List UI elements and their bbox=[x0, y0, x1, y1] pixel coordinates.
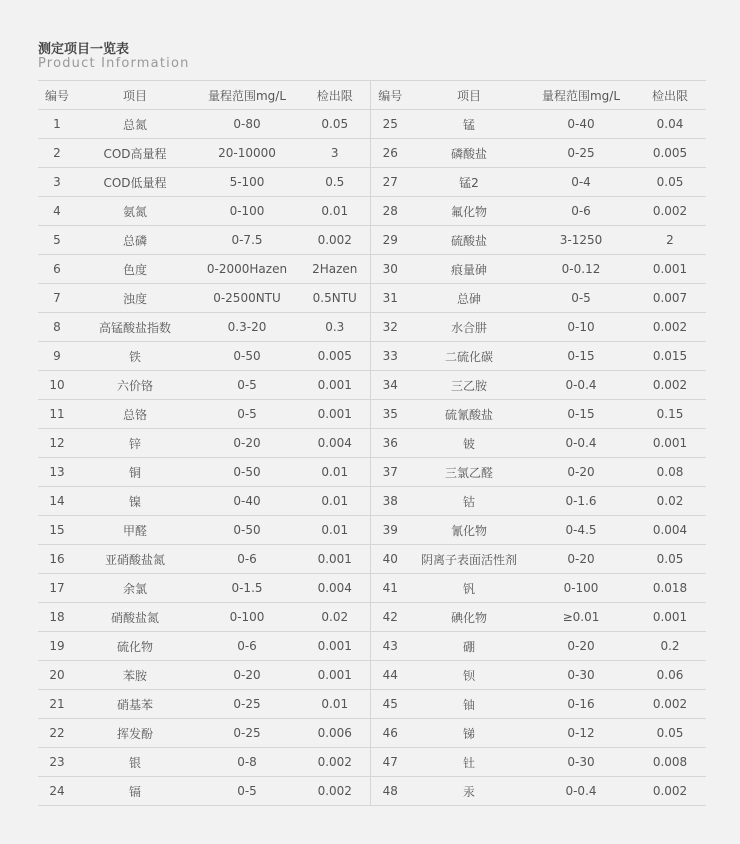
cell-number: 25 bbox=[370, 110, 410, 139]
cell-detection-limit: 0.002 bbox=[300, 226, 370, 255]
cell-range: 0-20 bbox=[194, 661, 300, 690]
cell-range: 20-10000 bbox=[194, 139, 300, 168]
cell-item: 余氯 bbox=[76, 574, 194, 603]
cell-item: 总砷 bbox=[410, 284, 528, 313]
cell-range: 0-25 bbox=[194, 719, 300, 748]
cell-range: 0-4 bbox=[528, 168, 634, 197]
cell-item: 水合肼 bbox=[410, 313, 528, 342]
cell-range: 0-20 bbox=[528, 632, 634, 661]
cell-range: 0-25 bbox=[194, 690, 300, 719]
cell-detection-limit: 0.01 bbox=[300, 516, 370, 545]
cell-detection-limit: 0.001 bbox=[300, 400, 370, 429]
cell-detection-limit: 0.002 bbox=[634, 313, 706, 342]
cell-range: 0-25 bbox=[528, 139, 634, 168]
header-range: 量程范围mg/L bbox=[528, 81, 634, 110]
cell-number: 6 bbox=[38, 255, 76, 284]
cell-detection-limit: 0.2 bbox=[634, 632, 706, 661]
cell-range: 0-15 bbox=[528, 400, 634, 429]
cell-detection-limit: 2 bbox=[634, 226, 706, 255]
cell-number: 32 bbox=[370, 313, 410, 342]
table-row bbox=[38, 342, 706, 371]
cell-number: 3 bbox=[38, 168, 76, 197]
cell-range: 0-40 bbox=[528, 110, 634, 139]
cell-detection-limit: 0.02 bbox=[634, 487, 706, 516]
cell-item: 总铬 bbox=[76, 400, 194, 429]
cell-number: 28 bbox=[370, 197, 410, 226]
table-row bbox=[38, 110, 706, 139]
table-row bbox=[38, 661, 706, 690]
cell-number: 37 bbox=[370, 458, 410, 487]
cell-item: 高锰酸盐指数 bbox=[76, 313, 194, 342]
cell-detection-limit: 0.5 bbox=[300, 168, 370, 197]
header-number: 编号 bbox=[370, 81, 410, 110]
cell-item: 锰 bbox=[410, 110, 528, 139]
cell-number: 47 bbox=[370, 748, 410, 777]
cell-detection-limit: 0.5NTU bbox=[300, 284, 370, 313]
cell-item: 硫化物 bbox=[76, 632, 194, 661]
cell-item: 铁 bbox=[76, 342, 194, 371]
cell-range: 0-20 bbox=[528, 458, 634, 487]
cell-item: 氰化物 bbox=[410, 516, 528, 545]
cell-number: 10 bbox=[38, 371, 76, 400]
cell-number: 24 bbox=[38, 777, 76, 806]
cell-range: 0-0.4 bbox=[528, 429, 634, 458]
cell-range: 0-0.4 bbox=[528, 371, 634, 400]
cell-item: COD高量程 bbox=[76, 139, 194, 168]
cell-range: 0-6 bbox=[194, 632, 300, 661]
cell-item: 硫氰酸盐 bbox=[410, 400, 528, 429]
cell-detection-limit: 0.002 bbox=[634, 371, 706, 400]
cell-range: 0-0.12 bbox=[528, 255, 634, 284]
cell-number: 45 bbox=[370, 690, 410, 719]
header-detection-limit: 检出限 bbox=[634, 81, 706, 110]
cell-detection-limit: 0.001 bbox=[300, 545, 370, 574]
cell-detection-limit: 0.015 bbox=[634, 342, 706, 371]
table-row bbox=[38, 371, 706, 400]
cell-range: 0-15 bbox=[528, 342, 634, 371]
table-row bbox=[38, 458, 706, 487]
cell-item: 浊度 bbox=[76, 284, 194, 313]
cell-number: 23 bbox=[38, 748, 76, 777]
cell-range: 0-4.5 bbox=[528, 516, 634, 545]
cell-range: 0-5 bbox=[194, 400, 300, 429]
table-row bbox=[38, 719, 706, 748]
cell-range: 0-6 bbox=[194, 545, 300, 574]
header-item: 项目 bbox=[410, 81, 528, 110]
cell-detection-limit: 0.002 bbox=[634, 777, 706, 806]
measurement-items-table bbox=[38, 80, 706, 806]
cell-range: 0-10 bbox=[528, 313, 634, 342]
cell-range: 0-1.6 bbox=[528, 487, 634, 516]
cell-detection-limit: 3 bbox=[300, 139, 370, 168]
cell-number: 8 bbox=[38, 313, 76, 342]
cell-range: 0-6 bbox=[528, 197, 634, 226]
cell-item: 锌 bbox=[76, 429, 194, 458]
cell-range: 0-2000Hazen bbox=[194, 255, 300, 284]
cell-range: 0-8 bbox=[194, 748, 300, 777]
cell-item: 硝基苯 bbox=[76, 690, 194, 719]
table-row bbox=[38, 487, 706, 516]
cell-number: 1 bbox=[38, 110, 76, 139]
cell-number: 16 bbox=[38, 545, 76, 574]
cell-number: 36 bbox=[370, 429, 410, 458]
cell-detection-limit: 0.008 bbox=[634, 748, 706, 777]
cell-item: 钴 bbox=[410, 487, 528, 516]
cell-number: 39 bbox=[370, 516, 410, 545]
table-row bbox=[38, 168, 706, 197]
cell-detection-limit: 0.004 bbox=[634, 516, 706, 545]
cell-detection-limit: 0.05 bbox=[634, 545, 706, 574]
page-subtitle: Product Information bbox=[38, 56, 190, 71]
cell-detection-limit: 0.08 bbox=[634, 458, 706, 487]
cell-detection-limit: 0.001 bbox=[300, 371, 370, 400]
cell-detection-limit: 0.001 bbox=[634, 255, 706, 284]
cell-item: 甲醛 bbox=[76, 516, 194, 545]
cell-item: 钍 bbox=[410, 748, 528, 777]
cell-range: 0-20 bbox=[194, 429, 300, 458]
cell-detection-limit: 0.006 bbox=[300, 719, 370, 748]
table-row bbox=[38, 603, 706, 632]
cell-detection-limit: 0.001 bbox=[300, 661, 370, 690]
cell-number: 5 bbox=[38, 226, 76, 255]
cell-detection-limit: 0.3 bbox=[300, 313, 370, 342]
cell-range: 0-20 bbox=[528, 545, 634, 574]
table-row bbox=[38, 313, 706, 342]
cell-detection-limit: 0.002 bbox=[634, 197, 706, 226]
table-row bbox=[38, 429, 706, 458]
cell-range: 0-12 bbox=[528, 719, 634, 748]
cell-detection-limit: 0.04 bbox=[634, 110, 706, 139]
cell-item: 三氯乙醛 bbox=[410, 458, 528, 487]
cell-range: 0-50 bbox=[194, 458, 300, 487]
table-row bbox=[38, 632, 706, 661]
cell-range: 0-80 bbox=[194, 110, 300, 139]
cell-number: 26 bbox=[370, 139, 410, 168]
cell-detection-limit: 0.001 bbox=[634, 429, 706, 458]
cell-item: 银 bbox=[76, 748, 194, 777]
cell-number: 33 bbox=[370, 342, 410, 371]
cell-detection-limit: 0.018 bbox=[634, 574, 706, 603]
cell-item: 二硫化碳 bbox=[410, 342, 528, 371]
cell-range: ≥0.01 bbox=[528, 603, 634, 632]
table-header-row bbox=[38, 81, 706, 110]
cell-number: 27 bbox=[370, 168, 410, 197]
cell-detection-limit: 0.005 bbox=[300, 342, 370, 371]
cell-item: 阴离子表面活性剂 bbox=[410, 545, 528, 574]
cell-number: 42 bbox=[370, 603, 410, 632]
cell-number: 14 bbox=[38, 487, 76, 516]
cell-number: 20 bbox=[38, 661, 76, 690]
cell-detection-limit: 0.004 bbox=[300, 429, 370, 458]
cell-item: COD低量程 bbox=[76, 168, 194, 197]
cell-range: 0-50 bbox=[194, 516, 300, 545]
cell-detection-limit: 0.05 bbox=[634, 168, 706, 197]
cell-detection-limit: 0.004 bbox=[300, 574, 370, 603]
cell-number: 11 bbox=[38, 400, 76, 429]
cell-number: 31 bbox=[370, 284, 410, 313]
table-row bbox=[38, 777, 706, 806]
cell-item: 总氮 bbox=[76, 110, 194, 139]
cell-detection-limit: 0.05 bbox=[634, 719, 706, 748]
cell-number: 4 bbox=[38, 197, 76, 226]
table-row bbox=[38, 574, 706, 603]
table-row bbox=[38, 197, 706, 226]
cell-range: 0-0.4 bbox=[528, 777, 634, 806]
cell-range: 0-5 bbox=[528, 284, 634, 313]
cell-item: 亚硝酸盐氮 bbox=[76, 545, 194, 574]
cell-detection-limit: 0.06 bbox=[634, 661, 706, 690]
cell-detection-limit: 0.01 bbox=[300, 690, 370, 719]
cell-item: 硝酸盐氮 bbox=[76, 603, 194, 632]
cell-item: 锑 bbox=[410, 719, 528, 748]
cell-detection-limit: 0.001 bbox=[300, 632, 370, 661]
cell-number: 22 bbox=[38, 719, 76, 748]
cell-item: 镍 bbox=[76, 487, 194, 516]
cell-detection-limit: 0.01 bbox=[300, 487, 370, 516]
cell-detection-limit: 0.005 bbox=[634, 139, 706, 168]
cell-range: 0-1.5 bbox=[194, 574, 300, 603]
cell-number: 41 bbox=[370, 574, 410, 603]
cell-number: 15 bbox=[38, 516, 76, 545]
header-item: 项目 bbox=[76, 81, 194, 110]
cell-number: 46 bbox=[370, 719, 410, 748]
cell-number: 9 bbox=[38, 342, 76, 371]
cell-item: 硼 bbox=[410, 632, 528, 661]
cell-detection-limit: 2Hazen bbox=[300, 255, 370, 284]
cell-item: 挥发酚 bbox=[76, 719, 194, 748]
table-row bbox=[38, 226, 706, 255]
cell-item: 氨氮 bbox=[76, 197, 194, 226]
cell-number: 12 bbox=[38, 429, 76, 458]
header-range: 量程范围mg/L bbox=[194, 81, 300, 110]
cell-item: 苯胺 bbox=[76, 661, 194, 690]
cell-range: 0-16 bbox=[528, 690, 634, 719]
cell-range: 0-2500NTU bbox=[194, 284, 300, 313]
cell-range: 0-5 bbox=[194, 777, 300, 806]
cell-item: 氟化物 bbox=[410, 197, 528, 226]
cell-item: 汞 bbox=[410, 777, 528, 806]
cell-number: 2 bbox=[38, 139, 76, 168]
cell-number: 7 bbox=[38, 284, 76, 313]
cell-item: 磷酸盐 bbox=[410, 139, 528, 168]
cell-number: 17 bbox=[38, 574, 76, 603]
cell-item: 痕量砷 bbox=[410, 255, 528, 284]
cell-number: 18 bbox=[38, 603, 76, 632]
page-title: 测定项目一览表 bbox=[38, 42, 130, 57]
cell-detection-limit: 0.002 bbox=[634, 690, 706, 719]
cell-item: 总磷 bbox=[76, 226, 194, 255]
table-body bbox=[38, 110, 706, 806]
cell-detection-limit: 0.01 bbox=[300, 458, 370, 487]
header-number: 编号 bbox=[38, 81, 76, 110]
cell-detection-limit: 0.002 bbox=[300, 748, 370, 777]
cell-item: 色度 bbox=[76, 255, 194, 284]
cell-detection-limit: 0.007 bbox=[634, 284, 706, 313]
cell-item: 六价铬 bbox=[76, 371, 194, 400]
cell-number: 30 bbox=[370, 255, 410, 284]
cell-range: 0-30 bbox=[528, 661, 634, 690]
cell-range: 0-40 bbox=[194, 487, 300, 516]
cell-item: 锰2 bbox=[410, 168, 528, 197]
cell-item: 钡 bbox=[410, 661, 528, 690]
cell-range: 3-1250 bbox=[528, 226, 634, 255]
cell-detection-limit: 0.02 bbox=[300, 603, 370, 632]
cell-number: 35 bbox=[370, 400, 410, 429]
cell-number: 34 bbox=[370, 371, 410, 400]
table-row bbox=[38, 690, 706, 719]
cell-range: 0-7.5 bbox=[194, 226, 300, 255]
cell-item: 铜 bbox=[76, 458, 194, 487]
cell-item: 硫酸盐 bbox=[410, 226, 528, 255]
cell-detection-limit: 0.15 bbox=[634, 400, 706, 429]
cell-range: 5-100 bbox=[194, 168, 300, 197]
cell-detection-limit: 0.001 bbox=[634, 603, 706, 632]
cell-item: 镉 bbox=[76, 777, 194, 806]
cell-number: 38 bbox=[370, 487, 410, 516]
cell-number: 40 bbox=[370, 545, 410, 574]
cell-number: 44 bbox=[370, 661, 410, 690]
cell-range: 0-5 bbox=[194, 371, 300, 400]
table-row bbox=[38, 284, 706, 313]
header-detection-limit: 检出限 bbox=[300, 81, 370, 110]
cell-range: 0-50 bbox=[194, 342, 300, 371]
cell-number: 48 bbox=[370, 777, 410, 806]
table-row bbox=[38, 400, 706, 429]
cell-number: 13 bbox=[38, 458, 76, 487]
cell-number: 29 bbox=[370, 226, 410, 255]
cell-range: 0-100 bbox=[194, 197, 300, 226]
cell-range: 0-30 bbox=[528, 748, 634, 777]
table-row bbox=[38, 255, 706, 284]
table-row bbox=[38, 139, 706, 168]
cell-detection-limit: 0.05 bbox=[300, 110, 370, 139]
cell-number: 19 bbox=[38, 632, 76, 661]
cell-item: 碘化物 bbox=[410, 603, 528, 632]
cell-item: 铍 bbox=[410, 429, 528, 458]
table-row bbox=[38, 748, 706, 777]
table-row bbox=[38, 516, 706, 545]
cell-detection-limit: 0.002 bbox=[300, 777, 370, 806]
cell-range: 0.3-20 bbox=[194, 313, 300, 342]
cell-detection-limit: 0.01 bbox=[300, 197, 370, 226]
cell-range: 0-100 bbox=[528, 574, 634, 603]
cell-item: 三乙胺 bbox=[410, 371, 528, 400]
cell-number: 43 bbox=[370, 632, 410, 661]
cell-item: 钒 bbox=[410, 574, 528, 603]
cell-range: 0-100 bbox=[194, 603, 300, 632]
cell-item: 铀 bbox=[410, 690, 528, 719]
cell-number: 21 bbox=[38, 690, 76, 719]
table-row bbox=[38, 545, 706, 574]
